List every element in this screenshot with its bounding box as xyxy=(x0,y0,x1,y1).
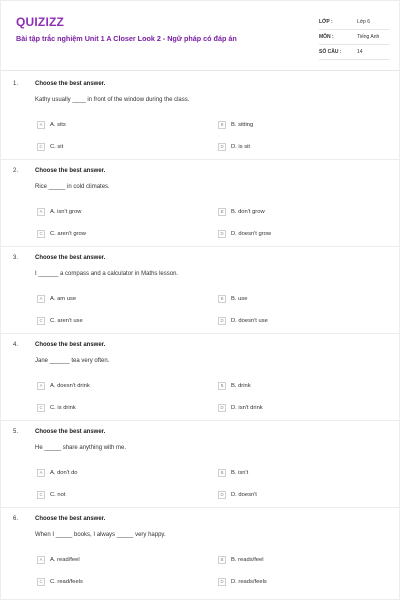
option-d[interactable] xyxy=(218,229,271,238)
option-letter-box: A xyxy=(37,382,45,390)
question-4 xyxy=(1,342,400,429)
option-text: D. isn't drink xyxy=(231,404,263,411)
option-letter-box: C xyxy=(37,143,45,151)
option-text: D. doesn't xyxy=(231,491,257,498)
option-text: B. use xyxy=(231,295,248,302)
meta-row-subject xyxy=(319,30,389,45)
option-text: D. doesn't grow xyxy=(231,230,272,237)
option-b[interactable] xyxy=(218,294,247,303)
option-c[interactable] xyxy=(37,577,83,586)
question-divider xyxy=(1,507,400,508)
option-c[interactable] xyxy=(37,229,86,238)
question-stem: Kathy usually ____ in front of the window during the class. xyxy=(35,97,190,103)
question-divider xyxy=(1,159,400,160)
option-letter-box: A xyxy=(37,556,45,564)
option-letter-box: D xyxy=(218,491,226,499)
option-letter-box: B xyxy=(218,121,226,129)
question-stem: Rice _____ in cold climates. xyxy=(35,184,110,190)
option-letter-box: A xyxy=(37,469,45,477)
meta-label: LỚP : xyxy=(319,19,333,25)
meta-label: SỐ CÂU : xyxy=(319,49,342,55)
question-3 xyxy=(1,255,400,342)
page-title: Bài tập trắc nghiệm Unit 1 A Closer Look 2 - Ngữ pháp có đáp án xyxy=(16,34,237,43)
option-a[interactable] xyxy=(37,207,81,216)
option-d[interactable] xyxy=(218,316,268,325)
option-text: B. don't grow xyxy=(231,208,265,215)
option-letter-box: C xyxy=(37,404,45,412)
option-b[interactable] xyxy=(218,120,253,129)
option-text: B. sitting xyxy=(231,121,254,128)
option-letter-box: A xyxy=(37,295,45,303)
option-letter-box: C xyxy=(37,230,45,238)
question-divider xyxy=(1,333,400,334)
option-text: A. am use xyxy=(50,295,77,302)
option-letter-box: C xyxy=(37,578,45,586)
option-text: A. read/feel xyxy=(50,556,80,563)
option-d[interactable] xyxy=(218,142,250,151)
option-letter-box: A xyxy=(37,208,45,216)
question-stem: Jane ______ tea very often. xyxy=(35,358,110,364)
option-letter-box: D xyxy=(218,230,226,238)
option-text: C. not xyxy=(50,491,66,498)
question-6 xyxy=(1,516,400,603)
option-a[interactable] xyxy=(37,555,80,564)
question-number: 1. xyxy=(13,81,19,87)
option-d[interactable] xyxy=(218,577,267,586)
option-text: A. don't do xyxy=(50,469,78,476)
question-1 xyxy=(1,81,400,168)
question-5 xyxy=(1,429,400,516)
header-divider xyxy=(1,70,400,71)
option-letter-box: D xyxy=(218,578,226,586)
question-number: 4. xyxy=(13,342,19,348)
option-a[interactable] xyxy=(37,381,90,390)
option-text: D. doesn't use xyxy=(231,317,268,324)
option-text: C. is drink xyxy=(50,404,76,411)
option-letter-box: C xyxy=(37,317,45,325)
option-text: D. reads/feels xyxy=(231,578,267,585)
option-c[interactable] xyxy=(37,403,76,412)
question-number: 6. xyxy=(13,516,19,522)
option-text: C. sit xyxy=(50,143,64,150)
question-stem: He _____ share anything with me. xyxy=(35,445,127,451)
option-letter-box: B xyxy=(218,295,226,303)
question-prompt: Choose the best answer. xyxy=(35,429,106,435)
question-prompt: Choose the best answer. xyxy=(35,168,106,174)
option-b[interactable] xyxy=(218,468,248,477)
option-letter-box: B xyxy=(218,556,226,564)
meta-row-grade xyxy=(319,15,389,30)
option-letter-box: B xyxy=(218,208,226,216)
meta-label: MÔN : xyxy=(319,34,334,40)
question-number: 3. xyxy=(13,255,19,261)
question-prompt: Choose the best answer. xyxy=(35,81,106,87)
option-text: C. aren't use xyxy=(50,317,83,324)
option-a[interactable] xyxy=(37,468,78,477)
option-text: B. drink xyxy=(231,382,251,389)
option-letter-box: C xyxy=(37,491,45,499)
option-d[interactable] xyxy=(218,403,263,412)
question-2 xyxy=(1,168,400,255)
option-b[interactable] xyxy=(218,555,264,564)
option-d[interactable] xyxy=(218,490,257,499)
option-letter-box: B xyxy=(218,382,226,390)
option-letter-box: D xyxy=(218,143,226,151)
meta-row-question-count xyxy=(319,45,389,60)
option-c[interactable] xyxy=(37,490,65,499)
option-text: B. reads/feel xyxy=(231,556,264,563)
option-text: D. is sit xyxy=(231,143,251,150)
option-letter-box: D xyxy=(218,317,226,325)
option-text: A. sits xyxy=(50,121,66,128)
question-number: 5. xyxy=(13,429,19,435)
option-text: A. doesn't drink xyxy=(50,382,90,389)
question-stem: I ______ a compass and a calculator in Maths lesson. xyxy=(35,271,179,277)
option-c[interactable] xyxy=(37,316,83,325)
worksheet-meta xyxy=(319,15,389,60)
option-letter-box: B xyxy=(218,469,226,477)
option-text: C. aren't grow xyxy=(50,230,86,237)
option-letter-box: D xyxy=(218,404,226,412)
option-text: A. isn't grow xyxy=(50,208,82,215)
option-c[interactable] xyxy=(37,142,63,151)
option-b[interactable] xyxy=(218,207,265,216)
option-letter-box: A xyxy=(37,121,45,129)
option-text: C. read/feels xyxy=(50,578,83,585)
question-stem: When I _____ books, I always _____ very happy. xyxy=(35,532,166,538)
question-number: 2. xyxy=(13,168,19,174)
option-a[interactable] xyxy=(37,120,66,129)
question-prompt: Choose the best answer. xyxy=(35,342,106,348)
meta-value: Lớp 6 xyxy=(357,19,371,25)
meta-value: Tiếng Anh xyxy=(357,34,380,40)
quizizz-logo: QUIZIZZ xyxy=(16,15,65,29)
question-prompt: Choose the best answer. xyxy=(35,255,106,261)
question-prompt: Choose the best answer. xyxy=(35,516,106,522)
option-text: B. isn't xyxy=(231,469,249,476)
option-b[interactable] xyxy=(218,381,251,390)
option-a[interactable] xyxy=(37,294,76,303)
question-divider xyxy=(1,420,400,421)
question-divider xyxy=(1,246,400,247)
meta-value: 14 xyxy=(357,49,363,55)
